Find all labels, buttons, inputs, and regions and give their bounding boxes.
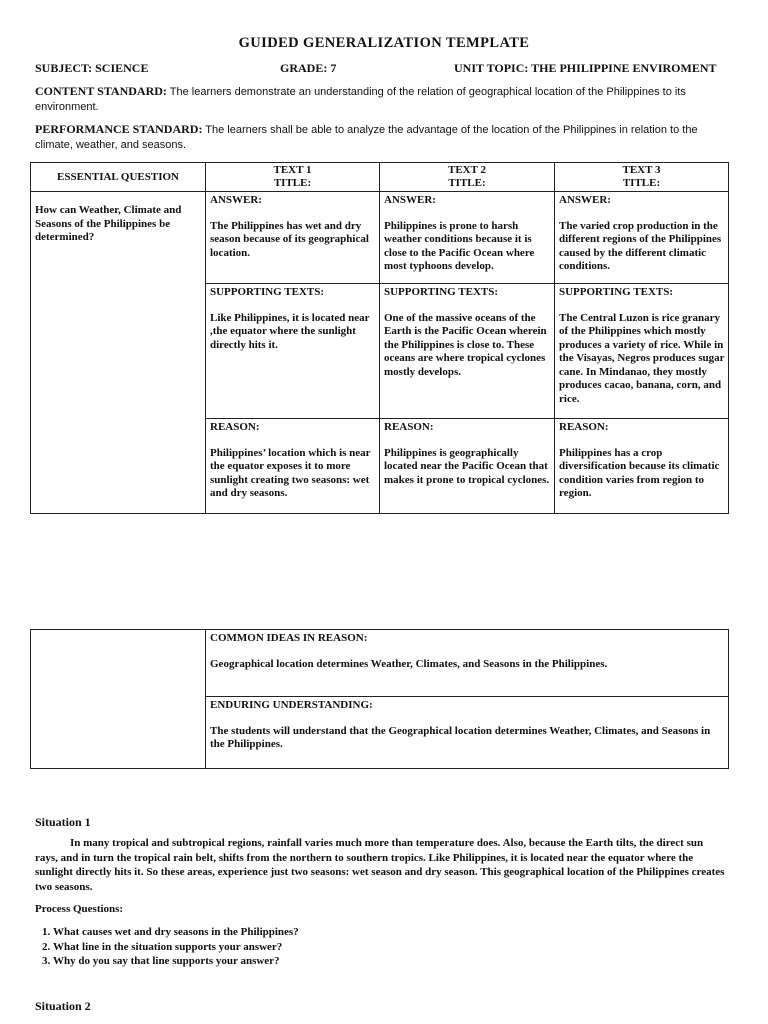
list-item: 2. What line in the situation supports your answer? bbox=[53, 940, 299, 955]
reason-label: REASON: bbox=[384, 421, 434, 433]
text1-title-label: TITLE: bbox=[273, 177, 312, 189]
essential-question-header: ESSENTIAL QUESTION bbox=[31, 163, 206, 192]
header-info-row bbox=[35, 61, 735, 77]
text1-label: TEXT 1 bbox=[273, 164, 312, 176]
text2-header bbox=[380, 163, 555, 192]
text2-reason: Philippines is geographically located near the Pacific Ocean that makes it prone to tropical cyclones. bbox=[384, 446, 550, 486]
performance-standard bbox=[35, 122, 735, 153]
grade-field: GRADE: 7 bbox=[280, 61, 337, 75]
answer-label: ANSWER: bbox=[210, 194, 262, 206]
situation-1-paragraph: In many tropical and subtropical regions, rainfall varies much more than temperature does. Also, because the Earth tilts, the direct sun rays, and in turn the tropical rain belt, shifts from the northern to southern tropics. Like Philippines, it is located near the equator where the sunlight directly hits it. So these areas, experience just two seasons: wet season and dry season. This geographical location of the Philippines creates two seasons. bbox=[35, 837, 725, 893]
enduring-understanding-text: The students will understand that the Geographical location determines Weather, Climates, and Seasons in the Philippines. bbox=[210, 724, 711, 750]
text1-reason-cell bbox=[206, 419, 380, 514]
list-item: 1. What causes wet and dry seasons in the Philippines? bbox=[53, 925, 299, 940]
situation-1-heading: Situation 1 bbox=[35, 815, 91, 829]
supporting-texts-label: SUPPORTING TEXTS: bbox=[384, 286, 499, 298]
list-item: 3. Why do you say that line supports your answer? bbox=[53, 954, 299, 969]
text3-answer-cell bbox=[555, 192, 729, 284]
reason-label: REASON: bbox=[559, 421, 609, 433]
answer-label: ANSWER: bbox=[384, 194, 436, 206]
text1-support: Like Philippines, it is located near ,the equator where the sunlight directly hits it. bbox=[210, 311, 370, 351]
text3-reason-cell bbox=[555, 419, 729, 514]
common-ideas-label: COMMON IDEAS IN REASON: bbox=[210, 632, 368, 644]
text2-title-label: TITLE: bbox=[448, 177, 486, 189]
text2-label: TEXT 2 bbox=[447, 164, 486, 176]
text3-support: The Central Luzon is rice granary of the Philippines which mostly produces a variety of rice. While in the Visayas, Negros produces sugar cane. In Mindanao, they mostly produces cacao, banana, corn, and rice. bbox=[559, 311, 725, 405]
document-title: GUIDED GENERALIZATION TEMPLATE bbox=[238, 35, 530, 51]
essential-question-text: How can Weather, Climate and Seasons of the Philippines be determined? bbox=[35, 204, 182, 243]
text3-support-cell bbox=[555, 284, 729, 419]
text3-reason: Philippines has a crop diversification because its climatic condition varies from region to region. bbox=[559, 446, 720, 499]
process-questions-list bbox=[35, 925, 299, 969]
generalization-table bbox=[30, 629, 729, 769]
process-questions-label: Process Questions: bbox=[35, 903, 124, 915]
subject-field: SUBJECT: SCIENCE bbox=[35, 61, 149, 75]
text1-support-cell bbox=[206, 284, 380, 419]
enduring-understanding-label: ENDURING UNDERSTANDING: bbox=[210, 699, 373, 711]
text2-answer: Philippines is prone to harsh weather conditions because it is close to the Pacific Ocean where most typhoons develop. bbox=[384, 219, 535, 272]
content-standard-label: CONTENT STANDARD: bbox=[35, 84, 167, 98]
answer-label: ANSWER: bbox=[559, 194, 611, 206]
text3-answer: The varied crop production in the different regions of the Philippines caused by the different climatic conditions. bbox=[559, 219, 722, 272]
table-header-row bbox=[31, 163, 729, 192]
text2-answer-cell bbox=[380, 192, 555, 284]
answer-row bbox=[31, 192, 729, 284]
supporting-texts-label: SUPPORTING TEXTS: bbox=[559, 286, 674, 298]
supporting-texts-label: SUPPORTING TEXTS: bbox=[210, 286, 325, 298]
text2-support-cell bbox=[380, 284, 555, 419]
essential-question-cell bbox=[31, 192, 206, 514]
common-ideas-text: Geographical location determines Weather, Climates, and Seasons in the Philippines. bbox=[210, 657, 608, 670]
common-ideas-cell bbox=[206, 630, 729, 697]
text1-header bbox=[206, 163, 380, 192]
text1-answer-cell bbox=[206, 192, 380, 284]
text3-header bbox=[555, 163, 729, 192]
unit-topic-field: UNIT TOPIC: THE PHILIPPINE ENVIROMENT bbox=[454, 61, 717, 75]
performance-standard-text: The learners shall be able to analyze the advantage of the location of the Philippines in relation to the climate, weather, and seasons. bbox=[35, 124, 698, 151]
text2-support: One of the massive oceans of the Earth is the Pacific Ocean wherein the Philippines is close to. These oceans are where tropical cyclones mostly develops. bbox=[384, 311, 547, 378]
performance-standard-label: PERFORMANCE STANDARD: bbox=[35, 122, 203, 136]
text1-reason: Philippines’ location which is near the equator exposes it to more sunlight creating two seasons: wet and dry seasons. bbox=[210, 446, 371, 499]
text3-label: TEXT 3 bbox=[622, 164, 661, 176]
reason-label: REASON: bbox=[210, 421, 260, 433]
situation-2-heading: Situation 2 bbox=[35, 999, 91, 1013]
guided-generalization-table bbox=[30, 162, 729, 514]
content-standard-text: The learners demonstrate an understanding of the relation of geographical location of the Philippines to its environment. bbox=[35, 86, 686, 113]
content-standard bbox=[35, 84, 735, 115]
enduring-understanding-cell bbox=[206, 697, 729, 769]
blank-cell bbox=[31, 630, 206, 769]
text2-reason-cell bbox=[380, 419, 555, 514]
common-ideas-row bbox=[31, 630, 729, 697]
text3-title-label: TITLE: bbox=[622, 177, 661, 189]
text1-answer: The Philippines has wet and dry season because of its geographical location. bbox=[210, 219, 369, 259]
